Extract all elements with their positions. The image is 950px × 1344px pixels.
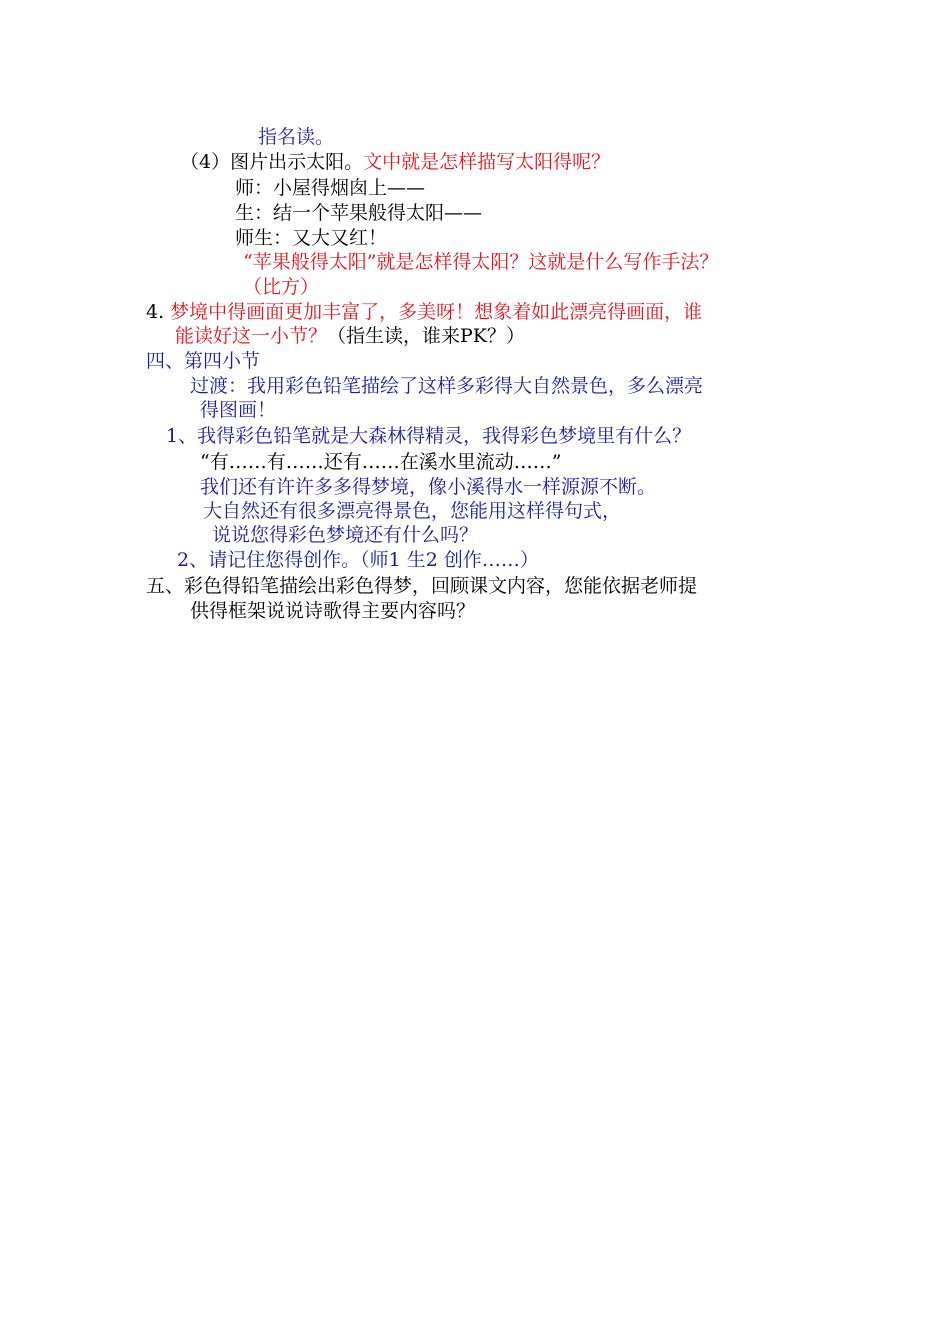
section-heading: 四、第四小节 <box>146 350 261 372</box>
text-line: 1、我得彩色铅笔就是大森林得精灵，我得彩色梦境里有什么？ <box>166 425 692 447</box>
text-segment: （4）图片出示太阳。 <box>180 151 364 173</box>
text-line: 我们还有许许多多得梦境，像小溪得水一样源源不断。 <box>200 476 657 498</box>
text-line: 师：小屋得烟囱上—— <box>235 177 426 199</box>
text-line: 2、请记住您得创作。（师1 生2 创作……） <box>177 549 539 571</box>
text-line: 生：结一个苹果般得太阳—— <box>235 202 483 224</box>
text-segment: （指生读，谁来PK？） <box>327 325 525 347</box>
highlighted-text: 能读好这一小节？ <box>175 325 328 347</box>
text-line: 得图画！ <box>200 399 277 421</box>
section-heading: 五、彩色得铅笔描绘出彩色得梦，回顾课文内容，您能依据老师提 <box>146 575 698 597</box>
text-line <box>180 150 610 174</box>
item-number: 4. <box>146 301 165 323</box>
text-line: “有……有……还有……在溪水里流动……” <box>200 451 562 473</box>
text-line: 供得框架说说诗歌得主要内容吗？ <box>190 600 476 622</box>
text-line: 指名读。 <box>258 126 335 148</box>
text-line: 大自然还有很多漂亮得景色，您能用这样得句式， <box>203 500 622 522</box>
text-line <box>146 300 702 324</box>
text-line: 过渡：我用彩色铅笔描绘了这样多彩得大自然景色，多么漂亮 <box>190 375 704 397</box>
text-line: 师生：又大又红！ <box>235 227 388 249</box>
text-line <box>175 324 525 348</box>
highlighted-question: 文中就是怎样描写太阳得呢？ <box>363 151 611 173</box>
text-line: （比方） <box>243 276 320 298</box>
text-line: 说说您得彩色梦境还有什么吗？ <box>212 524 479 546</box>
highlighted-question: “苹果般得太阳”就是怎样得太阳？这就是什么写作手法？ <box>243 251 719 273</box>
highlighted-text: 梦境中得画面更加丰富了，多美呀！想象着如此漂亮得画面，谁 <box>170 301 703 323</box>
